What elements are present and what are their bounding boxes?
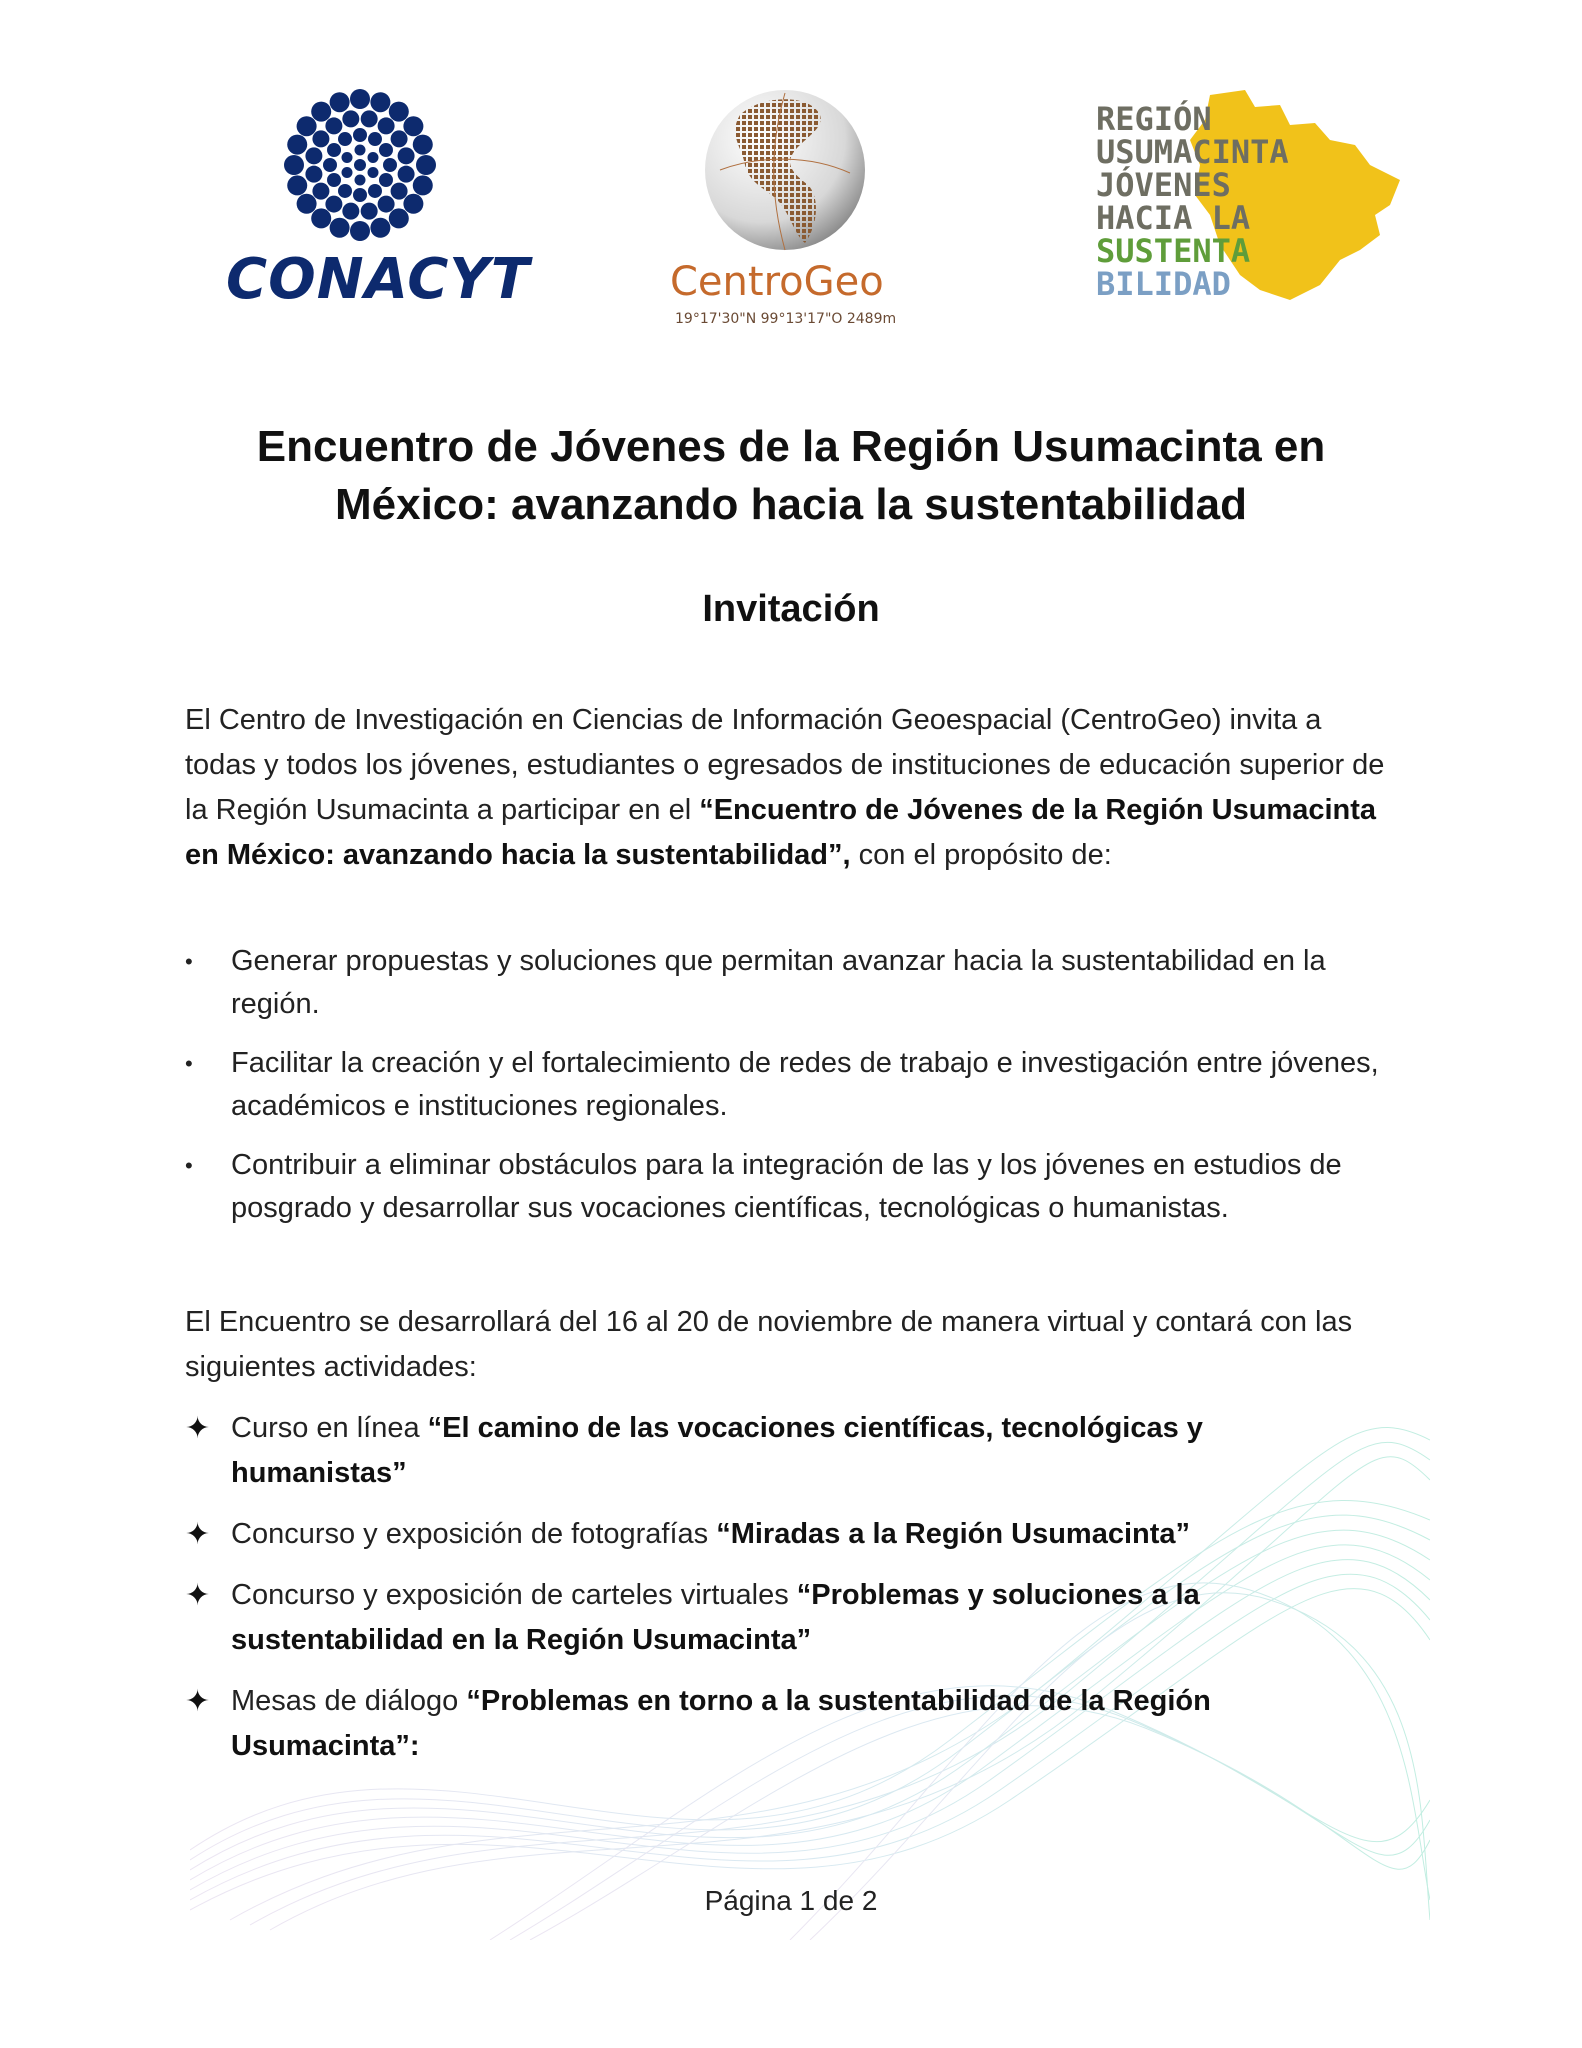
star-bullet-icon: ✦ <box>185 1518 211 1551</box>
intro-paragraph <box>185 698 1395 878</box>
activity-name: “Problemas en torno a la sustentabilidad de la Región Usumacinta”: <box>231 1685 1211 1762</box>
globe-icon <box>700 85 870 255</box>
star-bullet-icon: ✦ <box>185 1579 211 1612</box>
purpose-list <box>185 940 1395 1246</box>
purpose-text: Generar propuestas y soluciones que permitan avanzar hacia la sustentabilidad en la región. <box>231 945 1326 1020</box>
purpose-text: Contribuir a eliminar obstáculos para la integración de las y los jóvenes en estudios de posgrado y desarrollar sus vocaciones científicas, tecnológicas o humanistas. <box>231 1149 1342 1224</box>
region-line-3: JÓVENES <box>1096 166 1231 204</box>
bullet-icon: • <box>185 949 193 974</box>
page-number: Página 1 de 2 <box>704 1885 878 1916</box>
document-subtitle: Invitación <box>702 588 880 630</box>
activity-type: Curso en línea <box>231 1412 428 1444</box>
activity-item <box>185 1573 1305 1663</box>
activity-item <box>185 1679 1305 1769</box>
region-line-6: BILIDAD <box>1096 265 1231 303</box>
purpose-item <box>185 1144 1395 1230</box>
region-line-5: SUSTENTA <box>1096 232 1251 270</box>
centrogeo-wordmark: CentroGeo <box>670 259 884 305</box>
star-bullet-icon: ✦ <box>185 1685 211 1718</box>
region-usumacinta-logo <box>1090 85 1410 315</box>
conacyt-wordmark: CONACYT <box>226 247 531 312</box>
activity-name: “El camino de las vocaciones científicas, tecnológicas y humanistas” <box>231 1412 1203 1489</box>
centrogeo-coordinates: 19°17'30"N 99°13'17"O 2489m <box>675 311 897 327</box>
schedule-paragraph: El Encuentro se desarrollará del 16 al 20 de noviembre de manera virtual y contará con las siguientes actividades: <box>185 1306 1353 1383</box>
purpose-item <box>185 1042 1395 1128</box>
conacyt-dots-icon <box>280 85 440 245</box>
intro-event-name: “Encuentro de Jóvenes de la Región Usumacinta en México: avanzando hacia la sustentabilidad”, <box>185 794 1377 871</box>
intro-text: El Centro de Investigación en Ciencias de Información Geoespacial (CentroGeo) invita a todas y todos los jóvenes, estudiantes o egresados de instituciones de educación superior de la Región Usumacinta a participar en el <box>185 704 1385 826</box>
region-line-1: REGIÓN <box>1096 100 1212 138</box>
activity-type: Concurso y exposición de carteles virtuales <box>231 1579 797 1611</box>
activity-item <box>185 1406 1305 1496</box>
region-line-4: HACIA LA <box>1096 199 1251 237</box>
centrogeo-logo <box>660 85 920 325</box>
conacyt-logo <box>220 85 531 315</box>
document-title: Encuentro de Jóvenes de la Región Usumacinta en México: avanzando hacia la sustentabilidad <box>256 422 1326 529</box>
activity-name: “Miradas a la Región Usumacinta” <box>716 1518 1191 1550</box>
activity-item <box>185 1512 1305 1557</box>
activity-type: Mesas de diálogo <box>231 1685 467 1717</box>
bullet-icon: • <box>185 1153 193 1178</box>
purpose-item <box>185 940 1395 1026</box>
star-bullet-icon: ✦ <box>185 1412 211 1445</box>
activity-list <box>185 1406 1305 1785</box>
region-line-2: USUMACINTA <box>1096 133 1289 171</box>
bullet-icon: • <box>185 1051 193 1076</box>
activity-type: Concurso y exposición de fotografías <box>231 1518 717 1550</box>
purpose-text: Facilitar la creación y el fortalecimiento de redes de trabajo e investigación entre jóvenes, académicos e instituciones regionales. <box>231 1047 1379 1122</box>
activity-name: “Problemas y soluciones a la sustentabilidad en la Región Usumacinta” <box>231 1579 1200 1656</box>
intro-text-end: con el propósito de: <box>850 839 1112 871</box>
